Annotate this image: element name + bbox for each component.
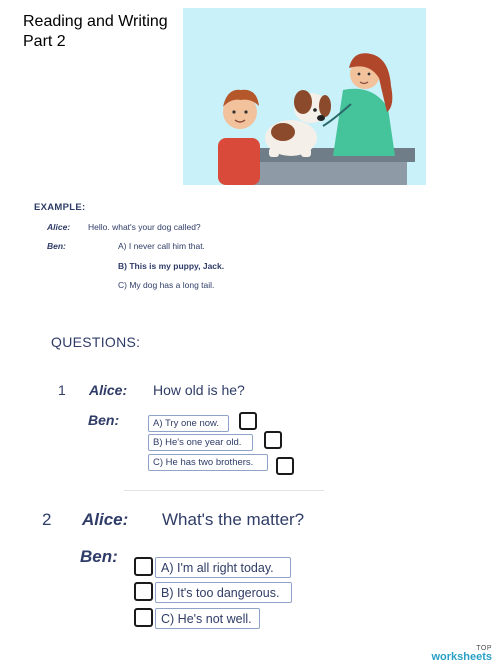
question-1-option-a: A) Try one now. [148,415,229,432]
question-1-alice-label: Alice: [89,382,128,398]
question-2-alice-text: What's the matter? [162,510,305,529]
brand-logo [431,645,492,663]
question-1-checkbox-a[interactable] [239,412,257,430]
example-alice-label: Alice: [47,222,71,232]
question-2-checkbox-a[interactable] [134,557,153,576]
question-1-alice-text: How old is he? [153,382,245,398]
question-2-option-b: B) It's too dangerous. [155,582,292,603]
example-ben-label: Ben: [47,241,66,251]
example-option-a: A) I never call him that. [118,241,205,251]
question-1-checkbox-b[interactable] [264,431,282,449]
question-2-ben-label: Ben: [80,547,118,566]
example-option-b: B) This is my puppy, Jack. [118,261,225,271]
brand-top-text: TOP [476,645,492,652]
question-2-alice-label: Alice: [82,510,129,529]
question-2-checkbox-c[interactable] [134,608,153,627]
title-line-2: Part 2 [23,33,66,50]
vet-illustration [183,8,426,185]
example-heading: EXAMPLE: [34,202,86,213]
brand-bottom-text: worksheets [431,651,492,663]
divider [124,490,324,491]
question-1-option-c: C) He has two brothers. [148,454,268,471]
question-1-checkbox-c[interactable] [276,457,294,475]
question-2-option-c: C) He's not well. [155,608,260,629]
question-1-number: 1 [58,382,66,398]
question-2-checkbox-b[interactable] [134,582,153,601]
question-2-option-a: A) I'm all right today. [155,557,291,578]
title-line-1: Reading and Writing [23,13,168,30]
question-2-number: 2 [42,510,52,529]
question-1-ben-label: Ben: [88,412,120,428]
question-1-option-b: B) He's one year old. [148,434,253,451]
example-alice-text: Hello. what's your dog called? [88,222,201,232]
example-option-c: C) My dog has a long tail. [118,280,215,290]
questions-heading: QUESTIONS: [51,334,141,350]
